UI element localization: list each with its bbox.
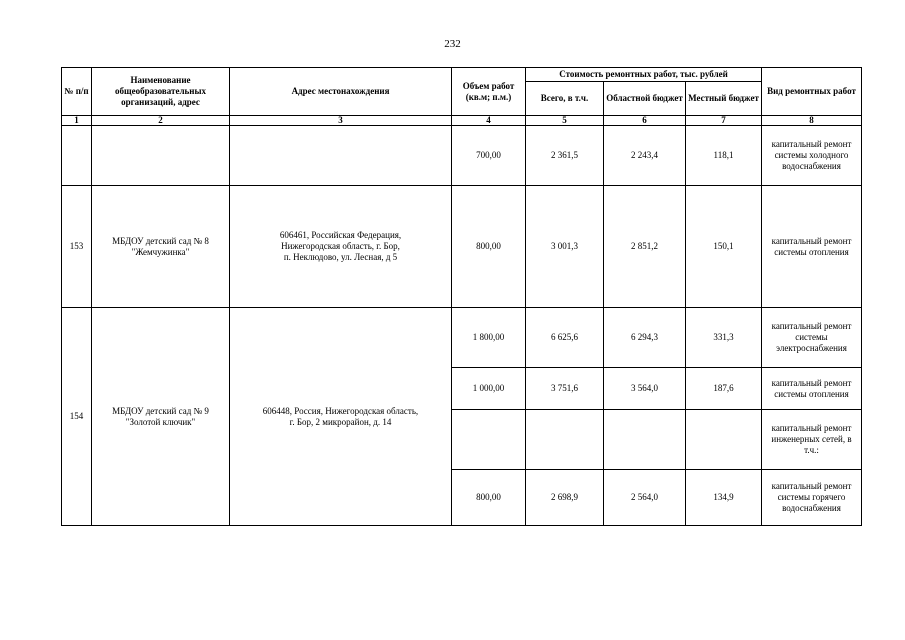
cell-org: МБДОУ детский сад № 8 "Жемчужинка"	[92, 186, 230, 308]
cell-volume: 800,00	[452, 470, 526, 526]
cell-work-type: капитальный ремонт системы электроснабжения	[762, 308, 862, 368]
cell-work-type: капитальный ремонт системы отопления	[762, 186, 862, 308]
cell-total: 3 001,3	[526, 186, 604, 308]
cell-volume: 700,00	[452, 126, 526, 186]
cell-address: 606461, Российская Федерация, Нижегородская область, г. Бор, п. Неклюдово, ул. Лесная, д 5	[230, 186, 452, 308]
cell-local: 331,3	[686, 308, 762, 368]
header-regional: Областной бюджет	[604, 82, 686, 116]
cell-regional	[604, 410, 686, 470]
cell-local: 134,9	[686, 470, 762, 526]
cell-local: 118,1	[686, 126, 762, 186]
column-number: 4	[452, 116, 526, 126]
column-number: 8	[762, 116, 862, 126]
cell-total: 3 751,6	[526, 368, 604, 410]
column-number: 5	[526, 116, 604, 126]
cell-work-type: капитальный ремонт системы холодного водоснабжения	[762, 126, 862, 186]
cell-volume	[452, 410, 526, 470]
cell-address	[230, 126, 452, 186]
cell-address: 606448, Россия, Нижегородская область, г. Бор, 2 микрорайон, д. 14	[230, 308, 452, 526]
cell-total: 2 361,5	[526, 126, 604, 186]
cell-regional: 6 294,3	[604, 308, 686, 368]
cell-local	[686, 410, 762, 470]
cell-regional: 3 564,0	[604, 368, 686, 410]
header-row-1	[62, 68, 862, 82]
header-org: Наименование общеобразовательных организаций, адрес	[92, 68, 230, 116]
cell-regional: 2 564,0	[604, 470, 686, 526]
cell-total: 6 625,6	[526, 308, 604, 368]
cell-work-type: капитальный ремонт системы горячего водоснабжения	[762, 470, 862, 526]
cell-work-type: капитальный ремонт инженерных сетей, в т.ч.:	[762, 410, 862, 470]
column-number: 6	[604, 116, 686, 126]
column-number: 1	[62, 116, 92, 126]
table-row	[62, 308, 862, 368]
header-address: Адрес местонахождения	[230, 68, 452, 116]
column-number: 3	[230, 116, 452, 126]
cell-total	[526, 410, 604, 470]
cell-org: МБДОУ детский сад № 9 "Золотой ключик"	[92, 308, 230, 526]
cell-org	[92, 126, 230, 186]
cell-work-type: капитальный ремонт системы отопления	[762, 368, 862, 410]
table-row	[62, 126, 862, 186]
cell-num: 153	[62, 186, 92, 308]
cell-num	[62, 126, 92, 186]
cell-total: 2 698,9	[526, 470, 604, 526]
cell-volume: 1 800,00	[452, 308, 526, 368]
header-total: Всего, в т.ч.	[526, 82, 604, 116]
header-cost-group: Стоимость ремонтных работ, тыс. рублей	[526, 68, 762, 82]
cell-local: 187,6	[686, 368, 762, 410]
column-number: 7	[686, 116, 762, 126]
cell-volume: 1 000,00	[452, 368, 526, 410]
repair-works-table	[61, 67, 862, 526]
header-work-type: Вид ремонтных работ	[762, 68, 862, 116]
cell-regional: 2 243,4	[604, 126, 686, 186]
cell-volume: 800,00	[452, 186, 526, 308]
header-local: Местный бюджет	[686, 82, 762, 116]
page-number: 232	[444, 38, 461, 50]
column-number: 2	[92, 116, 230, 126]
cell-regional: 2 851,2	[604, 186, 686, 308]
header-volume: Объем работ (кв.м; п.м.)	[452, 68, 526, 116]
column-numbers-row	[62, 116, 862, 126]
cell-num: 154	[62, 308, 92, 526]
cell-local: 150,1	[686, 186, 762, 308]
header-num: № п/п	[62, 68, 92, 116]
table-row	[62, 186, 862, 308]
